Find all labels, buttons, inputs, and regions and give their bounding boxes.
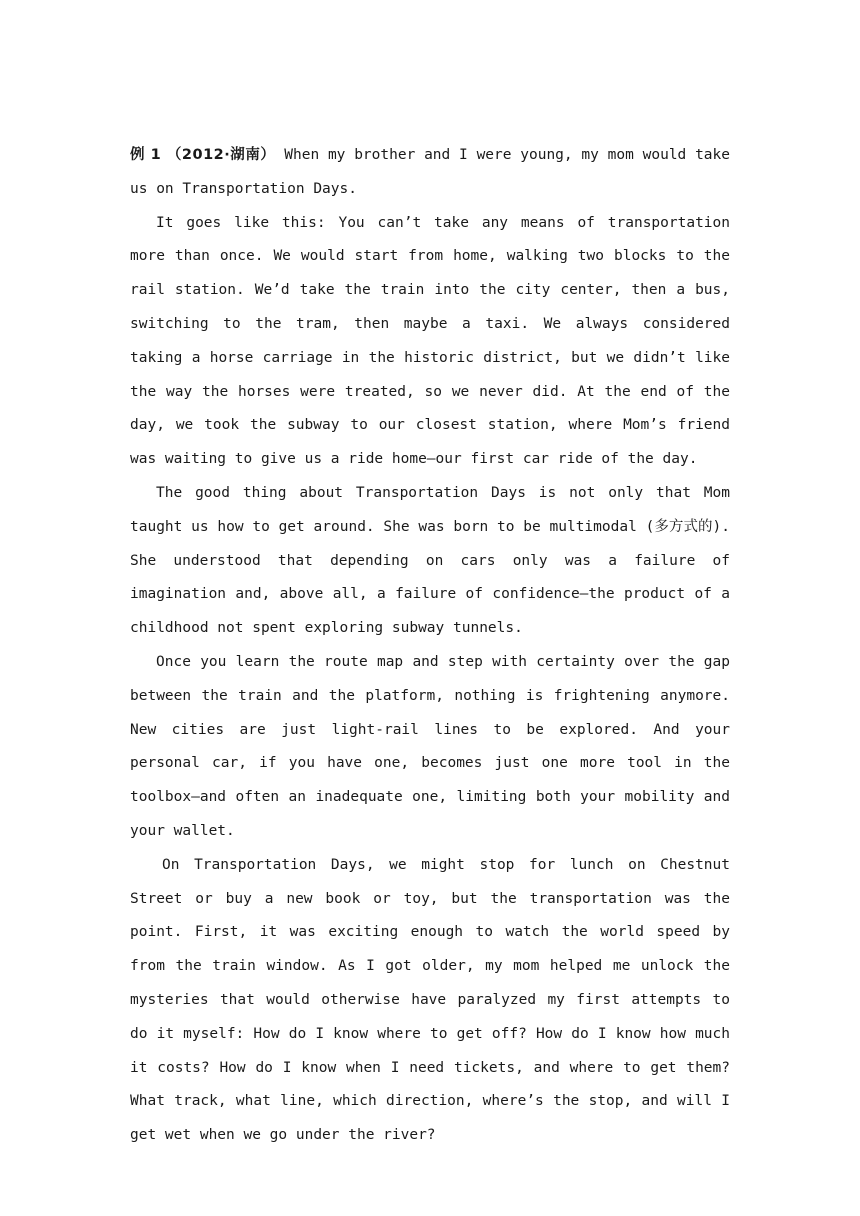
example-label: 例 1 （2012·湖南） [130, 147, 276, 163]
example-paragraph [130, 139, 730, 207]
paragraph-route-map: Once you learn the route map and step with certainty over the gap between the train and the platform, nothing is frightening anymore. New cities are just light-rail lines to be explored. And your personal car, if you have one, becomes just one more tool in the toolbox—and often an inadequate one, limiting both your mobility and your wallet. [130, 653, 730, 839]
paragraph-multimodal: The good thing about Transportation Days is not only that Mom taught us how to get around. She was born to be multimodal (多方式的). She understood that depending on cars only was a failure of imagination and, above all, a failure of confidence—the product of a childhood not spent exploring subway tunnels. [130, 484, 730, 637]
document-body [130, 139, 730, 1153]
example-intro-text: When my brother and I were young, my mom would take us on Transportation Days. [130, 147, 730, 197]
paragraph-lunch: On Transportation Days, we might stop for lunch on Chestnut Street or buy a new book or toy, but the transportation was the point. First, it was exciting enough to watch the world speed by from the train window. As I got older, my mom helped me unlock the mysteries that would otherwise have paralyzed my first attempts to do it myself: How do I know where to get off? How do I know how much it costs? How do I know when I need tickets, and where to get them? What track, what line, which direction, where’s the stop, and will I get wet when we go under the river? [130, 856, 730, 1144]
paragraph-rules: It goes like this: You can’t take any means of transportation more than once. We would start from home, walking two blocks to the rail station. We’d take the train into the city center, then a bus, switching to the tram, then maybe a taxi. We always considered taking a horse carriage in the historic district, but we didn’t like the way the horses were treated, so we never did. At the end of the day, we took the subway to our closest station, where Mom’s friend was waiting to give us a ride home—our first car ride of the day. [130, 214, 730, 468]
